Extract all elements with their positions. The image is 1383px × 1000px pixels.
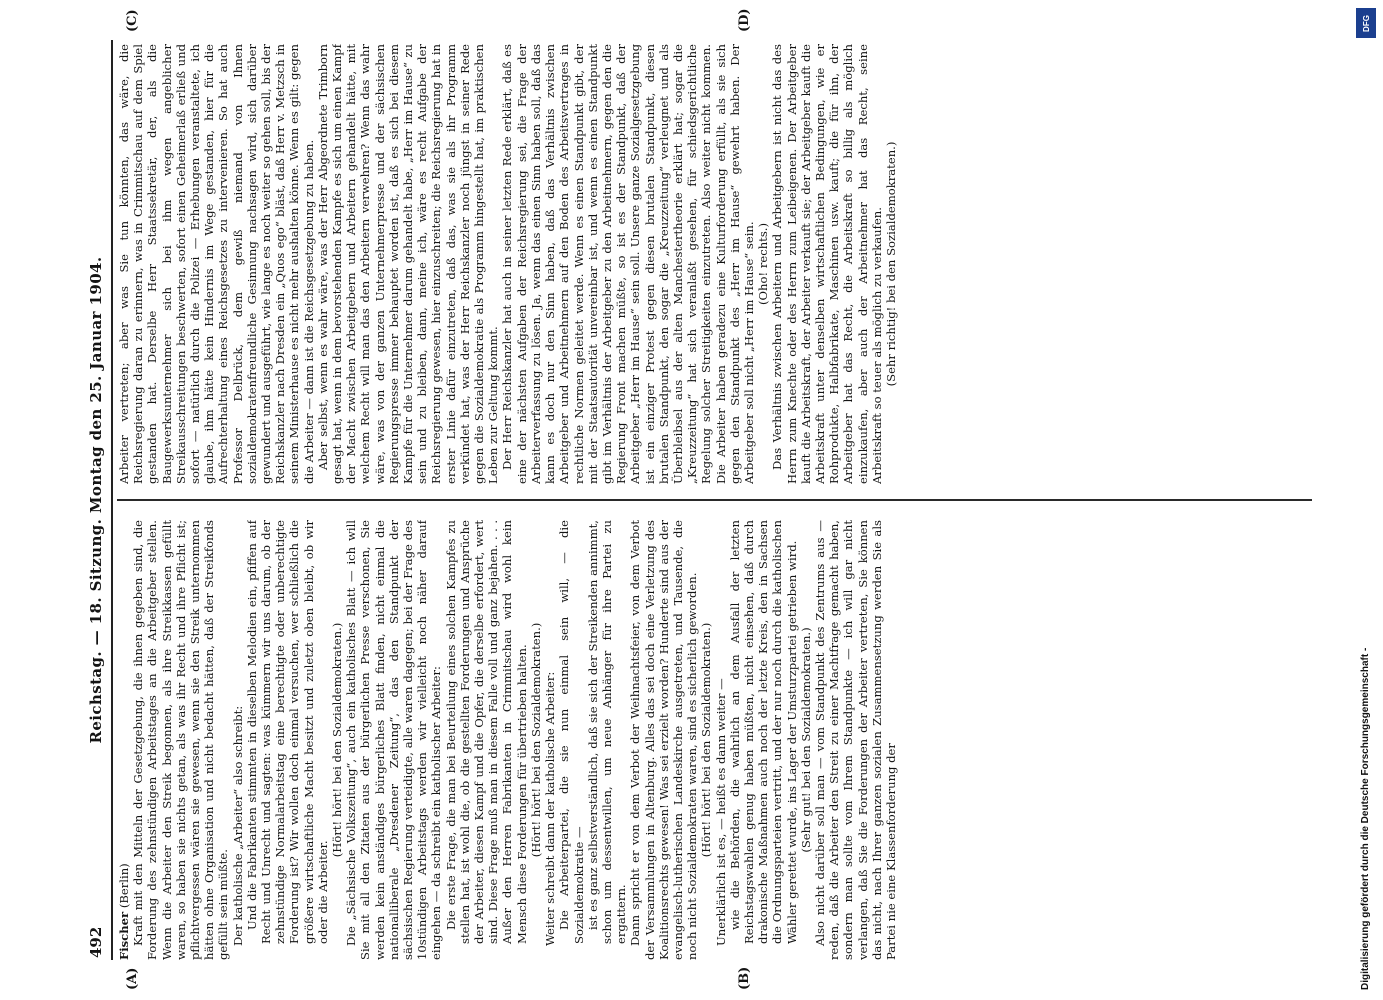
margin-mark-c: (C): [125, 9, 140, 32]
paragraph: Aber selbst, wenn es wahr wäre, was der Herr Abgeordnete Trimborn gesagt hat, wenn in dem bevorstehenden Kampfe es sich um einen Kampf der Macht zwischen Arbeitgebern und Arbeitern gehandelt hätte, mit welchem Recht will man das den Arbeitern verwehren? Wenn das wahr wäre, was von der ganzen Unternehmerpresse und der sächsischen Regierungspresse immer behauptet worden ist, daß es sich bei diesem Kampfe für die Unternehmer darum gehandelt habe, „Herr im Hause“ zu sein und zu bleiben, dann, meine ich, wäre es recht Aufgabe der Reichsregierung gewesen, hier einzuschreiten; die Reichsregierung hat in erster Linie dafür einzutreten, daß das, was sie als ihr Programm verkündet hat, was der Herr Reichskanzler noch jüngst in seiner Rede gegen die Sozialdemokratie als Programm hingestellt hat, im praktischen Leben zur Geltung kommt.: [315, 44, 501, 484]
paragraph: Unerklärlich ist es, — heißt es dann weiter —: [713, 678, 728, 946]
digitization-note: Digitalisierung gefördert durch die Deutsche Forschungsgemeinschaft -: [1360, 647, 1371, 990]
quotation: Und die Fabrikanten stimmten in dieselben Melodien ein, pfiffen auf Recht und Unrecht und sagten: was kümmern wir uns darum, ob der zehnstündige Normalarbeitstag eine berechtigte oder unberechtigte Forderung ist? Wir wollen doch einmal versuchen, wer schließlich die größere wirtschaftliche Macht besitzt und zuletzt oben bleibt, ob wir oder die Arbeiter.: [244, 520, 330, 944]
margin-mark-a: (A): [125, 967, 140, 990]
right-column: [117, 44, 1312, 484]
page-number: 492: [87, 926, 105, 958]
speaker-place: (Berlin): [117, 863, 131, 909]
paragraph: Dann spricht er von dem Verbot der Weihnachtsfeier, von dem Verbot der Versammlungen in Altenburg. Alles das sei doch eine Verletzung des Koalitionsrechts gewesen! Was sei erzielt worden? Hunderte sind aus der evangelisch-lutherischen Landeskirche ausgetreten, und Tausende, die noch nicht Sozialdemokraten waren, sind es sicherlich geworden.: [628, 520, 700, 960]
page-header: [85, 40, 113, 960]
running-head: Reichstag. — 18. Sitzung. Montag den 25. Januar 1904.: [87, 256, 105, 744]
interjection: (Sehr gut! bei den Sozialdemokraten.): [798, 627, 813, 853]
interjection: (Hört! hört! bei den Sozialdemokraten.): [528, 622, 543, 858]
left-column: [117, 520, 1312, 960]
interjection: (Oho! rechts.): [756, 223, 771, 305]
margin-mark-b: (B): [737, 966, 752, 990]
paragraph: Der katholische „Arbeiter“ also schreibt:: [230, 705, 245, 946]
paragraph: Der Herr Reichskanzler hat auch in seiner letzten Rede erklärt, daß es eine der nächsten Aufgaben der Reichsregierung sei, die Frage der Arbeiterverfassung zu lösen. Ja, wenn das einen Sinn haben soll, daß das kann es doch nur den Sinn haben, daß das Verhältnis zwischen Arbeitgeber und Arbeitnehmern auf den Boden des Arbeitsvertrages in rechtliche Normen geleitet werde. Wenn es einen Standpunkt gibt, der mit der Staatsautorität unvereinbar ist, und wenn es einen Standpunkt gibt im Verhältnis der Arbeitgeber zu den Arbeitnehmern, gegen den die Regierung Front machen müßte, so ist es der Standpunkt, daß der Arbeitgeber „Herr im Hause“ sein soll. Unsere ganze Sozialgesetzgebung ist ein einziger Protest gegen diesen brutalen Standpunkt, diesen brutalen Standpunkt, den sogar die „Kreuzzeitung“ verleugnet und als Überbleibsel aus der alten Manchestertheorie erklärt hat; sogar die „Kreuzzeitung“ hat sich veranlaßt gesehen, für schiedsgerichtliche Regelung solcher Streitigkeiten einzutreten. Also weiter nicht kommen. Die Arbeiter haben geradezu eine Kulturforderung erfüllt, als sie sich gegen den Standpunkt des „Herr im Hause“ gewehrt haben. Der Arbeitgeber soll nicht „Herr im Hause“ sein.: [500, 44, 756, 484]
margin-mark-d: (D): [737, 8, 752, 32]
header-rule: [111, 40, 113, 960]
paragraph: Weiter schreibt dann der katholische Arbeiter:: [543, 671, 558, 946]
quotation: Die Arbeiterpartei, die sie nun einmal sein will, — die Sozialdemokratie —: [557, 520, 586, 944]
speaker-line: [117, 520, 131, 960]
dfg-logo-text: DFG: [1361, 14, 1371, 32]
interjection: (Hört! hört! bei den Sozialdemokraten.): [699, 622, 714, 858]
interjection: (Hört! hört! bei den Sozialdemokraten.): [330, 622, 345, 858]
paragraph: Also nicht darüber soll man — vom Standpunkt des Zentrums aus — reden, daß die Arbeiter den Streit zu einer Machtfrage gemacht haben, sondern man sollte vom Ihrem Standpunkte — ich will gar nicht verlangen, daß Sie die Forderungen der Arbeiter vertreten, Sie können das nicht, nach Ihrer ganzen sozialen Zusammensetzung werden Sie als Partei nie eine Klassenforderung der: [812, 520, 898, 960]
document-page: [85, 8, 1320, 990]
paragraph: Das Verhältnis zwischen Arbeitern und Arbeitgebern ist nicht das des Herrn zum Knechte oder des Herrn zum Leibeigenen. Der Arbeitgeber kauft die Arbeitskraft, der Arbeiter verkauft sie; der Arbeitgeber kauft die Arbeitskraft unter denselben wirtschaftlichen Bedingungen, wie er Rohprodukte, Halbfabrikate, Maschinen usw. kauft; die für ihn, der Arbeitgeber hat das Recht, die Arbeitskraft so billig als möglich einzukaufen, aber auch der Arbeitnehmer hat das Recht, seine Arbeitskraft so teuer als möglich zu verkaufen.: [770, 44, 884, 484]
paragraph: Kraft mit den Mitteln der Gesetzgebung, die ihnen gegeben sind, die Forderung des zehnstündigen Arbeitstages an die Arbeitgeber stellen. Wenn die Arbeiter den Streik begonnen, als ihre Streikkassen gefüllt waren, so haben sie nichts getan, als was ihr Recht und ihre Pflicht ist; pflichtvergessen wären sie gewesen, wenn sie den Streik unternommen hätten ohne Organisation und nicht bedacht hätten, daß der Streikfonds gefüllt sein müßte.: [131, 520, 231, 960]
dfg-logo: [1356, 8, 1376, 38]
paragraph: Die „Sächsische Volkszeitung“, auch ein katholisches Blatt — ich will Sie mit all den Zitaten aus der bürgerlichen Presse verschonen, Sie werden kein anständiges bürgerliches Blatt finden, nicht einmal die nationalliberale „Dresdener Zeitung“, das den Standpunkt der sächsischen Regierung verteidigte, alle waren dagegen; bei der Frage des 10stündigen Arbeitstags werden wir vielleicht noch näher darauf eingehen — da schreibt ein katholischer Arbeiter:: [344, 520, 444, 960]
column-divider: [117, 499, 1312, 501]
speaker-name: Fischer: [117, 911, 131, 960]
quotation: Die erste Frage, die man bei Beurteilung eines solchen Kampfes zu stellen hat, ist wohl die, ob die gestellten Forderungen und Ansprüche der Arbeiter, diesen Kampf und die Opfer, die derselbe erfordert, wert sind. Diese Frage muß man in diesem Falle voll und ganz bejahen. . . . Außer den Herren Fabrikanten in Crimmitschau wird wohl kein Mensch diese Forderungen für übertrieben halten.: [443, 520, 529, 944]
quotation: wie die Behörden, die wahrlich an dem Ausfall der letzten Reichstagswahlen genug haben müßten, nicht einsehen, daß durch drakonische Maßnahmen auch noch der letzte Kreis, den in Sachsen die Ordnungsparteien vertritt, und der nur noch durch die katholischen Wähler gerettet wurde, ins Lager der Umsturzpartei getrieben wird.: [727, 520, 799, 944]
quotation: ist es ganz selbstverständlich, daß sie sich der Streikenden annimmt, schon um dessentwillen, um neue Anhänger für ihre Partei zu ergattern.: [585, 520, 629, 944]
paragraph: Arbeiter vertreten; aber was Sie tun könnten, das wäre, die Reichsregierung daran zu erinnern, was in Crimmitschau auf dem Spiel gestanden hat. Derselbe Herr Staatssekretär, der, als die Baugewerksunternehmer sich bei ihm wegen angeblicher Streikausschreitungen beschwerten, sofort einen Geheimerlaß erließ und sofort — natürlich durch die Polizei — Erhebungen veranstaltete, ich glaube, ihm hätte kein Hindernis im Wege gestanden, hier für die Aufrechterhaltung eines Reichsgesetzes zu intervenieren. So hat auch Professor Delbrück, dem gewiß niemand von Ihnen sozialdemokratenfreundliche Gesinnung nachsagen wird, sich darüber gewundert und ausgeführt, wie lange es noch weiter so gehen soll, bis der Reichskanzler nach Dresden ein „Quos ego“ bläst, daß Herr v. Metzsch in seinem Ministerhause es nicht mehr aushalten könne. Wenn es gilt: gegen die Arbeiter — dann ist die Reichsgesetzgebung zu haben.: [117, 44, 316, 484]
interjection: (Sehr richtig! bei den Sozialdemokraten.): [883, 141, 898, 387]
